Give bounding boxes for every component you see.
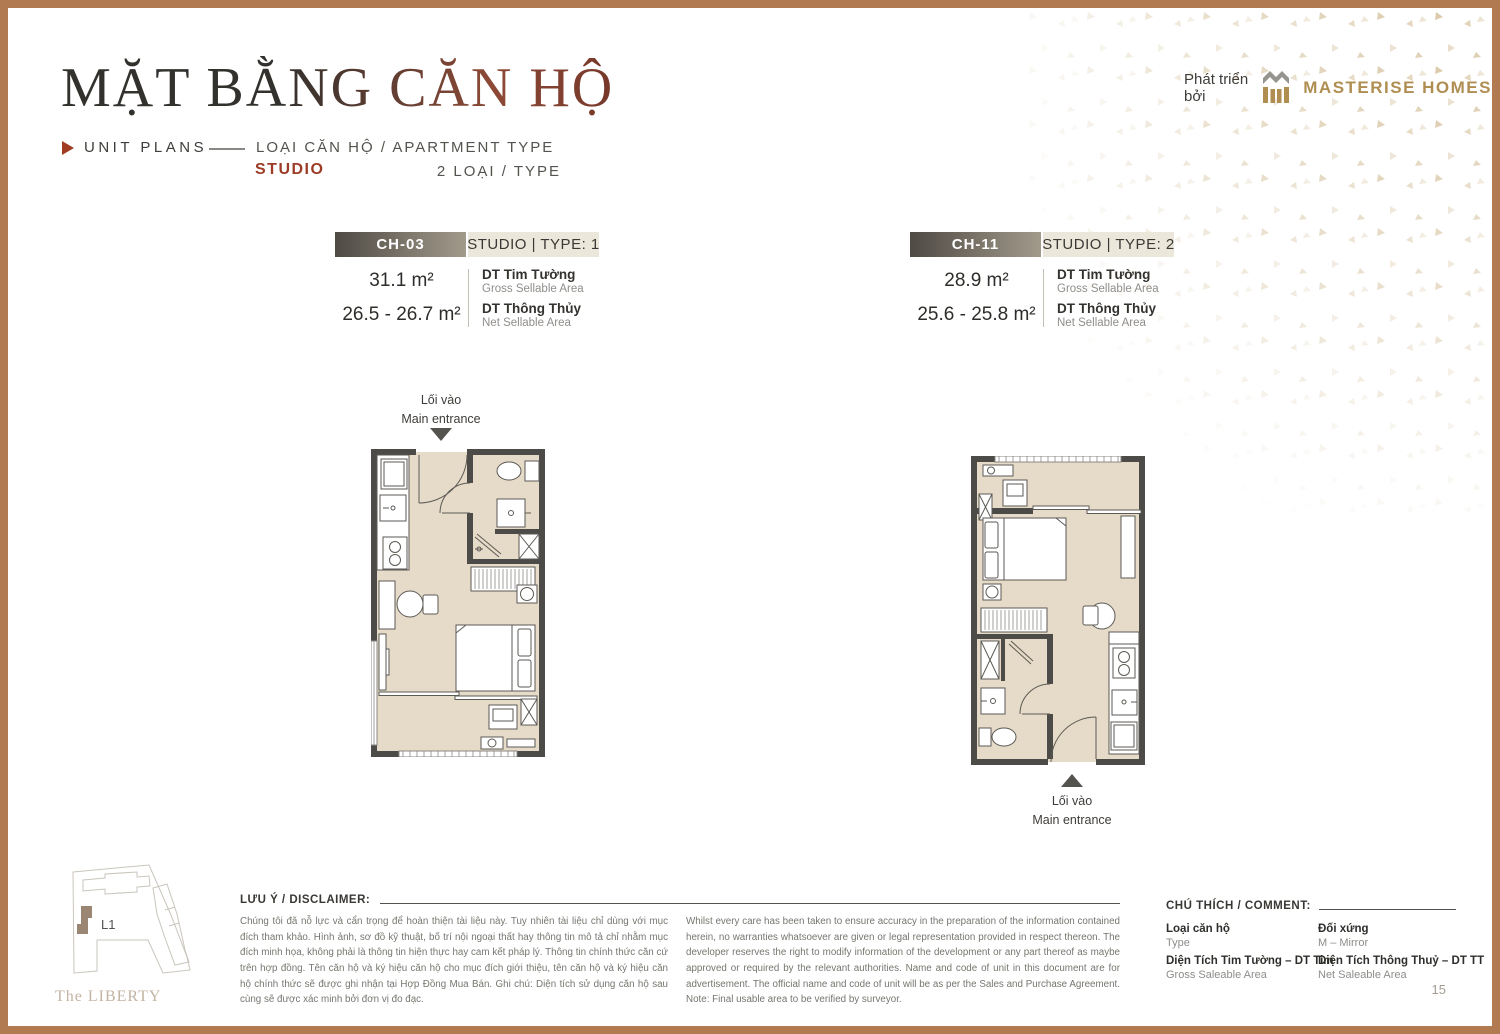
unit-type-badge: STUDIO | TYPE: 1 [468,232,599,257]
legend-item-vi: Loại căn hộ [1166,923,1230,935]
legend-item-mirror [1318,923,1369,949]
entrance-label-ch11 [992,792,1152,830]
legend-item-type [1166,923,1230,949]
legend-item-en: M – Mirror [1318,937,1369,949]
masterise-logo-icon [1259,66,1293,111]
net-area-label-en: Net Sellable Area [1057,317,1146,329]
gross-area-value: 28.9 m² [944,270,1009,291]
net-area-label-vi: DT Thông Thủy [482,301,581,316]
legend-item-en: Gross Saleable Area [1166,969,1267,981]
kitchen-fixtures [377,455,409,570]
entrance-arrow-down-icon [430,428,452,441]
unit-card-ch03 [335,232,599,329]
net-area-label-en: Net Sellable Area [482,317,571,329]
unit-type-badge: STUDIO | TYPE: 2 [1043,232,1174,257]
page-number: 15 [1431,982,1446,997]
disclaimer-heading-row [240,894,1120,906]
gross-area-label-vi: DT Tim Tường [482,267,576,282]
apartment-type-label: LOẠI CĂN HỘ / APARTMENT TYPE [256,139,555,156]
entrance-label-vi: Lối vào [1051,794,1093,808]
legend-item-gross-area [1166,955,1334,981]
net-area-label-vi: DT Thông Thủy [1057,301,1156,316]
entrance-label-vi: Lối vào [420,393,462,407]
floor-plan-ch11 [971,456,1145,765]
type-count-label: 2 LOẠI / TYPE [436,163,561,180]
apartment-type-value: STUDIO [255,161,325,178]
legend-item-net-area [1318,955,1484,981]
developed-by-label: Phát triển bởi [1184,71,1249,105]
highlighted-building [77,906,92,934]
disclaimer-rule [380,903,1120,904]
kitchen-fixtures [1109,632,1139,754]
legend-item-en: Type [1166,937,1190,949]
building-label: L1 [101,917,116,932]
gross-area-label-en: Gross Sellable Area [1057,283,1159,295]
legend-heading-row [1166,900,1456,912]
disclaimer-heading: LƯU Ý / DISCLAIMER: [240,894,371,906]
developer-block [1184,66,1492,110]
net-area-value: 26.5 - 26.7 m² [342,304,461,325]
entrance-label-ch03 [361,391,521,429]
project-name: The LIBERTY [55,988,162,1005]
legend-item-en: Net Saleable Area [1318,969,1407,981]
entrance-label-en: Main entrance [1032,812,1112,827]
gross-area-value: 31.1 m² [369,270,434,291]
page-title: MẶT BẰNG CĂN HỘ [61,57,615,119]
entrance-arrow-up-icon [1061,774,1083,787]
unit-plans-label: UNIT PLANS [84,139,208,156]
wardrobe [981,608,1047,632]
unit-code-badge: CH-03 [335,232,466,257]
unit-code-badge: CH-11 [910,232,1041,257]
site-key-plan [53,858,228,986]
developer-brand-name: MASTERISE HOMES [1303,78,1492,97]
gross-area-label-en: Gross Sellable Area [482,283,584,295]
legend-item-vi: Diện Tích Tim Tường – DT Tim [1166,955,1334,967]
unit-card-ch11 [910,232,1174,329]
net-area-value: 25.6 - 25.8 m² [917,304,1036,325]
bullet-triangle-icon [62,141,74,155]
legend-heading: CHÚ THÍCH / COMMENT: [1166,900,1311,912]
legend-item-vi: Đối xứng [1318,923,1369,935]
floor-plan-ch03 [371,449,545,757]
disclaimer-text-en: Whilst every care has been taken to ensure accuracy in the preparation of the information contained herein, no warranties whatsoever are given or legal representation provided in respect thereon. The developer reserves the right to modify information of the development or any part thereof as maybe approved or required by the relevant authorities. Name and code of unit in this document are for advertisement. The official name and code of unit will be as per the Sales and Purchase Agreement. Note: Final usable area to be verified by surveyor. [686,916,1120,1006]
legend-item-vi: Diện Tích Thông Thuỷ – DT TT [1318,955,1485,967]
legend-rule [1319,909,1456,910]
entrance-label-en: Main entrance [401,411,481,426]
gross-area-label-vi: DT Tim Tường [1057,267,1151,282]
header-divider-line [209,148,245,150]
disclaimer-text-vi: Chúng tôi đã nỗ lực và cẩn trọng để hoàn thiện tài liệu này. Tuy nhiên tài liệu chỉ dùng với mục đích tham khảo. Hình ảnh, sơ đồ kỹ thuật, bố trí nội ngoại thất hay thông tin mô tả chỉ nhằm mục đích minh họa, không phải là thông tin hiện thực hay cam kết pháp lý. Thông tin chính thức căn cứ trên hợp đồng. Tên căn hộ và ký hiệu căn hộ cho mục đích giới thiệu, tên căn hộ và ký hiệu căn hộ chính thức sẽ được ghi nhận tại Hợp Đồng Mua Bán. Ghi chú: Diện tích sử dụng căn hộ sau cùng sẽ được xác minh bởi đơn vị đo đạc. [240,916,668,1006]
